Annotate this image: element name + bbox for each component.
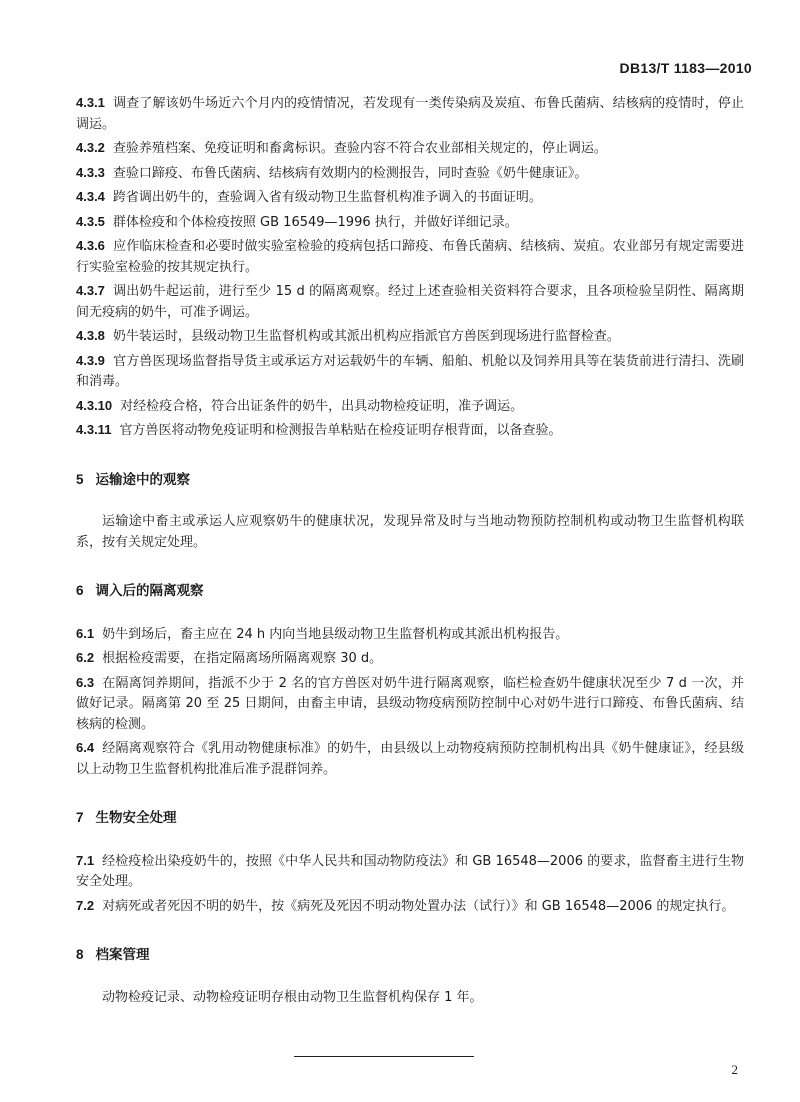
clause-text: 调出奶牛起运前，进行至少 15 d 的隔离观察。经过上述查验相关资料符合要求，且各项检验呈阴性、隔离期间无疫病的奶牛，可准予调运。 [76, 284, 744, 320]
clause-number: 6.2 [76, 650, 95, 665]
clause-text: 官方兽医现场监督指导货主或承运方对运载奶牛的车辆、船舶、机舱以及饲养用具等在装货前进行清扫、洗刷和消毒。 [76, 353, 744, 389]
clause-number: 4.3.7 [76, 283, 105, 298]
section-heading-5 [76, 470, 744, 491]
clause-number: 4.3.9 [76, 352, 105, 368]
clause-4-3-2 [76, 138, 744, 160]
clause-text: 在隔离饲养期间，指派不少于 2 名的官方兽医对奶牛进行隔离观察，临栏检查奶牛健康状况至少 7 d 一次，并做好记录。隔离第 20 至 25 日期间，由畜主申请，县级动物疫病预防控制中心对奶牛进行口蹄疫、布鲁氏菌病、结核病的检测。 [76, 675, 744, 732]
section-title: 调入后的隔离观察 [95, 583, 204, 599]
section-5-body: 运输途中畜主或承运人应观察奶牛的健康状况，发现异常及时与当地动物预防控制机构或动物卫生监督机构联系，按有关规定处理。 [76, 514, 744, 550]
clause-number: 4.3.2 [76, 140, 105, 155]
footer-divider [294, 1056, 474, 1057]
clause-number: 4.3.5 [76, 213, 105, 229]
clause-text: 官方兽医将动物免疫证明和检测报告单粘贴在检疫证明存根背面，以备查验。 [119, 423, 562, 438]
clause-text: 跨省调出奶牛的，查验调入省有级动物卫生监督机构准予调入的书面证明。 [112, 190, 542, 205]
clause-6-4 [76, 738, 744, 780]
clause-number: 4.3.6 [76, 238, 105, 253]
clause-6-1 [76, 624, 744, 646]
clause-4-3-5 [76, 212, 744, 234]
clause-4-3-4 [76, 187, 744, 209]
clause-4-3-9 [76, 351, 744, 393]
clause-4-3-8 [76, 326, 744, 348]
clause-text: 对病死或者死因不明的奶牛，按《病死及死因不明动物处置办法（试行）》和 GB 16548—2006 的规定执行。 [102, 898, 735, 914]
clause-7-2 [76, 896, 744, 918]
clause-text: 应作临床检查和必要时做实验室检验的疫病包括口蹄疫、布鲁氏菌病、结核病、炭疽。农业部另有规定需要进行实验室检验的按其规定执行。 [76, 239, 744, 275]
clause-number: 7.2 [76, 897, 95, 913]
clause-number: 4.3.11 [76, 422, 112, 437]
clause-4-3-3 [76, 163, 744, 185]
clause-number: 4.3.1 [76, 95, 105, 110]
section-number: 8 [76, 947, 84, 962]
clause-number: 4.3.4 [76, 189, 105, 204]
section-number: 7 [76, 810, 84, 825]
clause-text: 奶牛装运时，县级动物卫生监督机构或其派出机构应指派官方兽医到现场进行监督检查。 [112, 329, 620, 344]
clause-4-3-7 [76, 281, 744, 323]
section-heading-8 [76, 945, 744, 966]
clause-text: 群体检疫和个体检疫按照 GB 16549—1996 执行，并做好详细记录。 [112, 214, 518, 230]
clause-list-4-3 [76, 93, 744, 442]
clause-number: 4.3.3 [76, 164, 105, 180]
clause-number: 4.3.10 [76, 397, 113, 413]
clause-text: 查验口蹄疫、布鲁氏菌病、结核病有效期内的检测报告，同时查验《奶牛健康证》。 [112, 165, 588, 181]
clause-number: 6.3 [76, 674, 95, 690]
section-number: 6 [76, 583, 84, 598]
clause-text: 根据检疫需要，在指定隔离场所隔离观察 30 d。 [102, 651, 383, 666]
clause-4-3-1 [76, 93, 744, 135]
clause-text: 调查了解该奶牛场近六个月内的疫情情况，若发现有一类传染病及炭疽、布鲁氏菌病、结核病的疫情时，停止调运。 [76, 96, 744, 132]
clause-text: 经隔离观察符合《乳用动物健康标准》的奶牛，由县级以上动物疫病预防控制机构出具《奶牛健康证》，经县级以上动物卫生监督机构批准后准予混群饲养。 [76, 741, 744, 777]
document-code: DB13/T 1183—2010 [619, 60, 752, 76]
clause-text: 奶牛到场后，畜主应在 24 h 内向当地县级动物卫生监督机构或其派出机构报告。 [102, 626, 569, 642]
section-title: 档案管理 [95, 947, 150, 963]
clause-number: 7.1 [76, 852, 95, 868]
clause-text: 查验养殖档案、免疫证明和畜禽标识。查验内容不符合农业部相关规定的，停止调运。 [112, 141, 607, 156]
section-8-body: 动物检疫记录、动物检疫证明存根由动物卫生监督机构保存 1 年。 [102, 989, 483, 1005]
clause-text: 经检疫检出染疫奶牛的，按照《中华人民共和国动物防疫法》和 GB 16548—2006 的要求，监督畜主进行生物安全处理。 [76, 853, 744, 889]
page-number: 2 [731, 1062, 738, 1077]
clause-4-3-6 [76, 236, 744, 278]
section-title: 生物安全处理 [95, 810, 177, 826]
section-heading-7 [76, 808, 744, 829]
clause-4-3-11 [76, 420, 744, 442]
clause-number: 6.1 [76, 625, 95, 641]
document-body [76, 93, 744, 1011]
clause-number: 6.4 [76, 740, 95, 755]
clause-text: 对经检疫合格，符合出证条件的奶牛，出具动物检疫证明，准予调运。 [120, 398, 524, 414]
section-heading-6 [76, 581, 744, 602]
clause-4-3-10 [76, 396, 744, 418]
clause-7-1 [76, 851, 744, 893]
section-title: 运输途中的观察 [95, 471, 191, 488]
clause-6-2 [76, 648, 744, 670]
clause-6-3 [76, 673, 744, 736]
section-number: 5 [76, 471, 84, 487]
clause-number: 4.3.8 [76, 328, 105, 343]
